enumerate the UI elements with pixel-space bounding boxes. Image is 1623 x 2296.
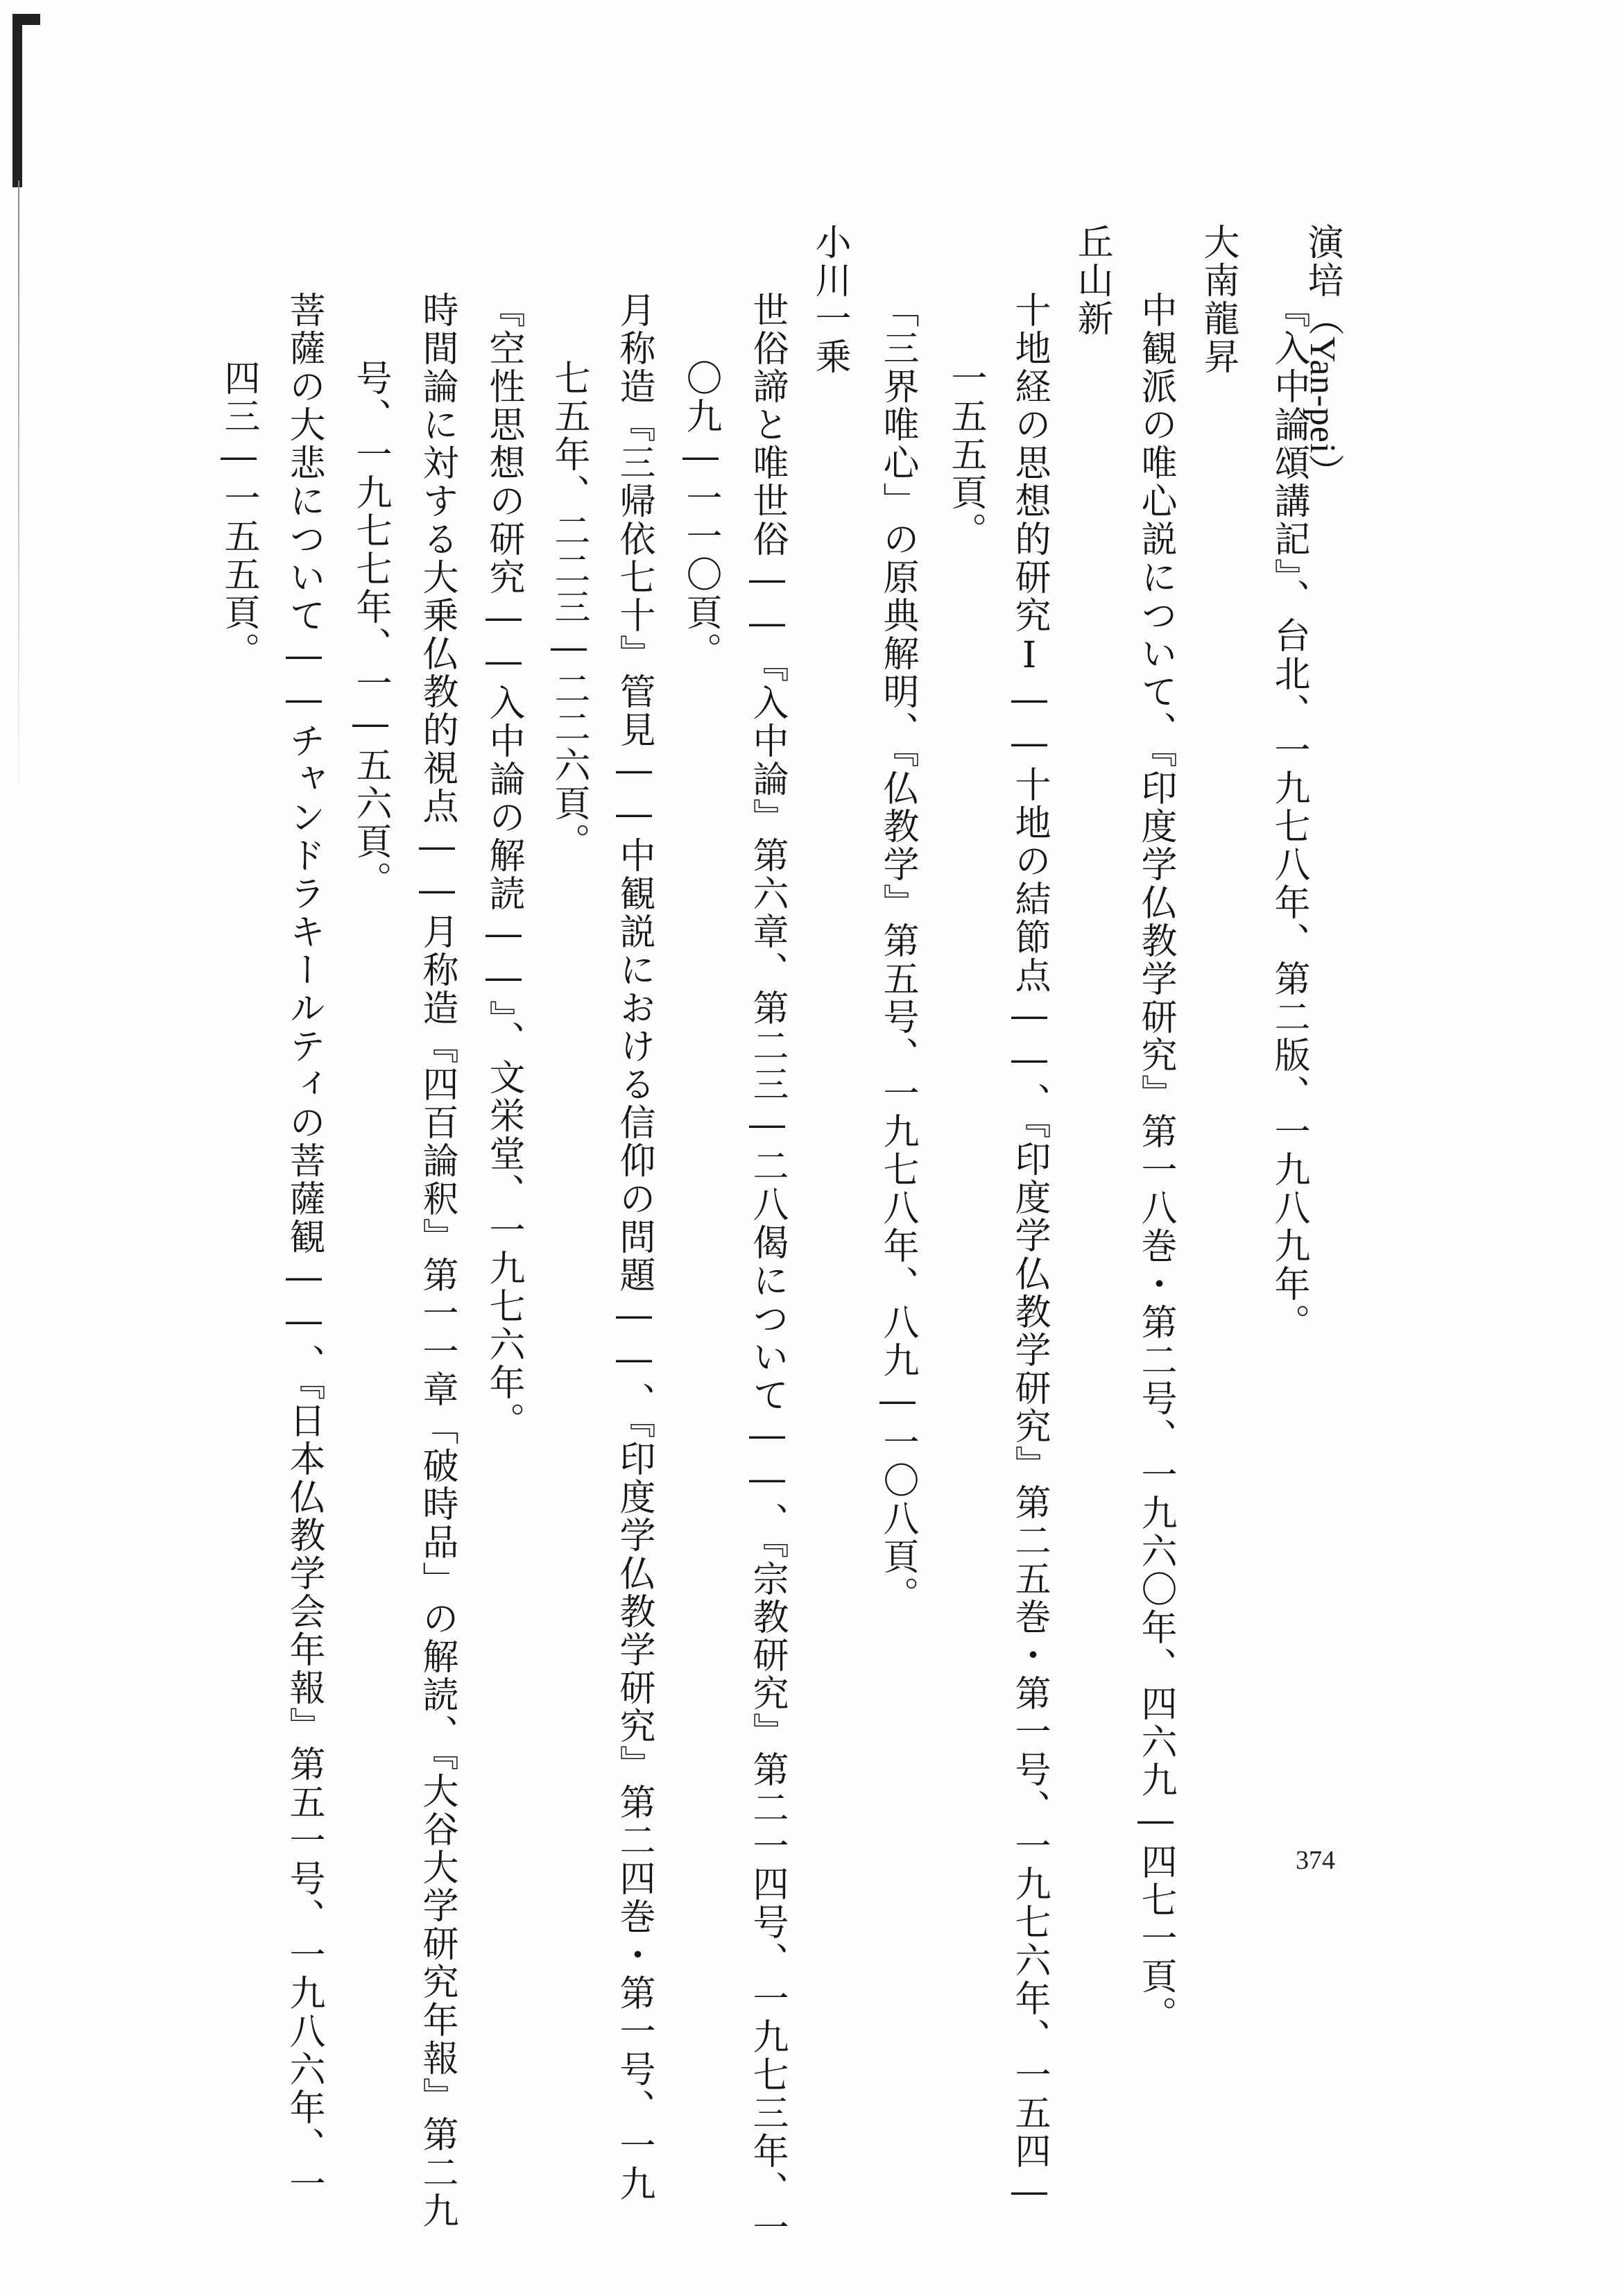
entry-continuation: 一五五頁。 (945, 359, 986, 550)
entry-line: 時間論に対する大乗仏教的視点――月称造『四百論釈』第一一章「破時品」の解読、『大谷大学研究年報』第二九 (416, 291, 458, 2230)
page-number: 374 (1296, 1846, 1335, 1875)
entry-author-yanpei: 演培（Yan-pei） (1301, 223, 1343, 491)
entry-line: 世俗諦と唯世俗――『入中論』第六章、第二三―二八偈について――、『宗教研究』第二一四号、一九七三年、一 (746, 291, 788, 2247)
scan-edge-shadow (18, 180, 19, 805)
entry-continuation: 号、一九七七年、一―五六頁。 (350, 359, 391, 899)
entry-line: 『入中論頌講記』、台北、一九七八年、第二版、一九八九年。 (1268, 291, 1309, 1342)
entry-author-onan: 大南龍昇 (1197, 223, 1239, 376)
entry-continuation: 七五年、二二三―二二六頁。 (548, 359, 590, 861)
entry-line: 「三界唯心」の原典解明、『仏教学』第五号、一九七八年、八九―一〇八頁。 (877, 291, 918, 1614)
entry-line: 月称造『三帰依七十』管見――中観説における信仰の問題――、『印度学仏教学研究』第二四巻・第一号、一九 (613, 291, 655, 2203)
entry-continuation: 〇九―一一〇頁。 (680, 359, 721, 670)
entry-continuation: 四三―一五五頁。 (218, 359, 259, 670)
entry-line: 『空性思想の研究――入中論の解読――』、文栄堂、一九七六年。 (483, 291, 524, 1440)
entry-line: 十地経の思想的研究Ⅰ――十地の結節点――、『印度学仏教学研究』第二五巻・第一号、一九七六年、一五四― (1008, 291, 1050, 2214)
entry-line: 中観派の唯心説について、『印度学仏教学研究』第一八巻・第二号、一九六〇年、四六九―四七一頁。 (1135, 291, 1176, 2034)
entry-author-ogawa: 小川一乗 (809, 223, 850, 376)
scan-edge-mark (12, 14, 22, 187)
entry-author-okayama: 丘山新 (1071, 223, 1113, 338)
entry-line: 菩薩の大悲について――チャンドラキールティの菩薩観――、『日本仏教学会年報』第五一号、一九八六年、一 (283, 291, 325, 2203)
